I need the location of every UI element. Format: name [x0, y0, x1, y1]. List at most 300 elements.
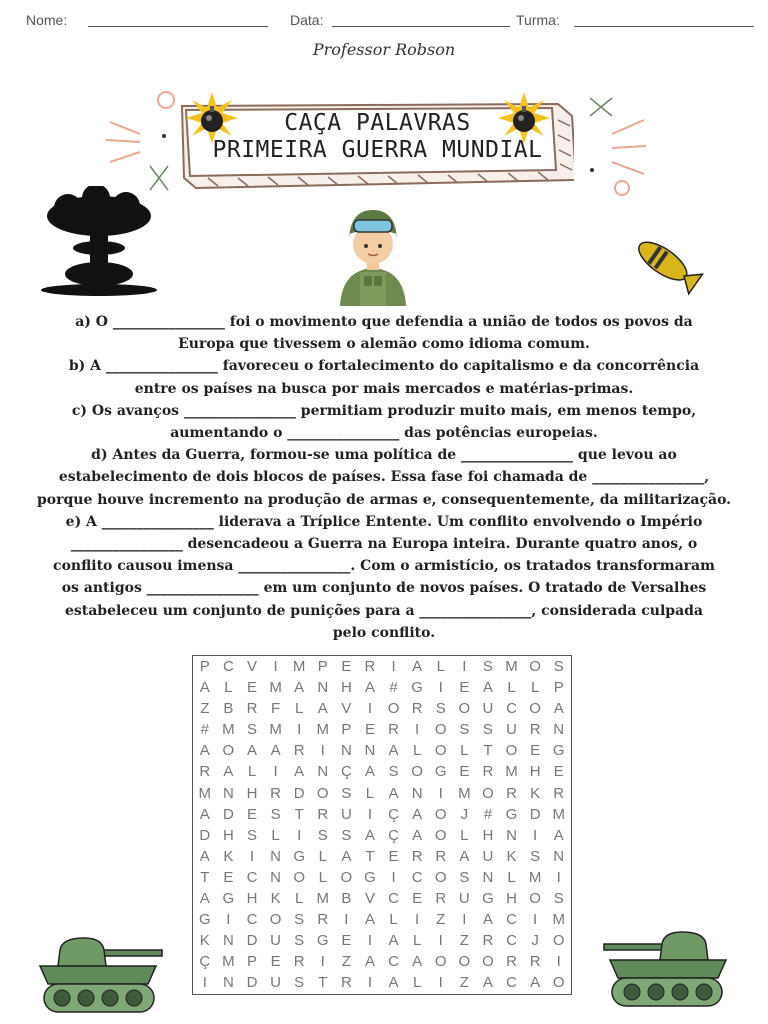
grid-cell[interactable]: J: [460, 805, 469, 823]
grid-cell[interactable]: A: [553, 700, 564, 718]
name-field-line[interactable]: [88, 26, 268, 27]
grid-cell[interactable]: A: [364, 826, 375, 844]
grid-cell[interactable]: M: [552, 805, 565, 823]
grid-cell[interactable]: H: [246, 784, 258, 802]
grid-cell[interactable]: L: [507, 679, 516, 697]
grid-cell[interactable]: U: [506, 721, 517, 739]
grid-cell[interactable]: I: [533, 911, 538, 929]
grid-cell[interactable]: N: [222, 932, 234, 950]
grid-cell[interactable]: S: [388, 763, 399, 781]
grid-cell[interactable]: A: [412, 953, 423, 971]
grid-cell[interactable]: R: [199, 763, 211, 781]
grid-cell[interactable]: L: [460, 742, 469, 760]
grid-cell[interactable]: O: [458, 700, 471, 718]
grid-cell[interactable]: O: [552, 932, 565, 950]
grid-cell[interactable]: S: [294, 911, 305, 929]
grid-cell[interactable]: H: [246, 890, 258, 908]
grid-cell[interactable]: S: [294, 932, 305, 950]
grid-cell[interactable]: L: [295, 890, 304, 908]
question-line: estabelecimento de dois blocos de países. Essa fase foi chamada de ________________,: [58, 469, 710, 486]
grid-cell[interactable]: A: [388, 974, 399, 992]
grid-cell[interactable]: O: [269, 911, 282, 929]
grid-cell[interactable]: P: [553, 679, 564, 697]
grid-cell[interactable]: H: [222, 826, 234, 844]
grid-cell[interactable]: F: [270, 700, 281, 718]
grid-cell[interactable]: G: [505, 805, 518, 823]
grid-row: [193, 972, 571, 993]
grid-cell[interactable]: S: [553, 658, 564, 675]
questions-text: [30, 311, 738, 644]
grid-cell[interactable]: L: [412, 974, 422, 992]
grid-cell[interactable]: U: [482, 700, 494, 718]
grid-cell[interactable]: S: [270, 805, 281, 823]
grid-cell[interactable]: R: [388, 721, 399, 739]
grid-row: [193, 761, 571, 782]
grid-cell[interactable]: M: [269, 679, 282, 697]
grid-cell[interactable]: P: [199, 658, 210, 675]
grid-cell[interactable]: I: [462, 911, 467, 929]
grid-row: [193, 867, 571, 888]
soldier-icon: [336, 206, 410, 306]
date-field-line[interactable]: [332, 26, 510, 27]
grid-cell[interactable]: L: [224, 679, 233, 697]
grid-cell[interactable]: E: [530, 742, 541, 760]
grid-cell[interactable]: C: [246, 868, 258, 886]
grid-cell[interactable]: C: [246, 911, 258, 929]
grid-cell[interactable]: I: [273, 658, 278, 675]
grid-cell[interactable]: D: [246, 932, 258, 950]
grid-cell[interactable]: E: [223, 868, 234, 886]
grid-cell[interactable]: I: [320, 953, 325, 971]
grid-cell[interactable]: D: [529, 805, 541, 823]
grid-cell[interactable]: G: [222, 890, 235, 908]
grid-cell[interactable]: O: [316, 784, 329, 802]
grid-cell[interactable]: T: [294, 805, 304, 823]
grid-cell[interactable]: A: [364, 679, 375, 697]
grid-cell[interactable]: O: [482, 953, 494, 971]
grid-cell[interactable]: R: [506, 953, 517, 971]
grid-cell[interactable]: P: [341, 721, 352, 739]
grid-cell[interactable]: I: [462, 658, 467, 675]
grid-cell[interactable]: Ç: [388, 805, 399, 823]
question-line: pelo conflito.: [332, 624, 436, 641]
grid-cell[interactable]: Z: [200, 700, 210, 718]
grid-cell[interactable]: H: [506, 890, 517, 908]
grid-cell[interactable]: K: [506, 847, 517, 865]
grid-cell[interactable]: R: [270, 784, 281, 802]
grid-cell[interactable]: E: [412, 890, 423, 908]
grid-cell[interactable]: N: [222, 784, 234, 802]
question-line: aumentando o ________________ das potências europeias.: [170, 425, 598, 442]
grid-cell[interactable]: I: [367, 974, 373, 992]
question-line: Europa que tivessem o alemão como idioma comum.: [178, 336, 590, 353]
grid-cell[interactable]: N: [553, 721, 565, 739]
grid-row: [193, 930, 571, 951]
grid-cell[interactable]: R: [246, 700, 258, 718]
grid-cell[interactable]: U: [340, 805, 352, 823]
grid-cell[interactable]: K: [199, 932, 210, 950]
grid-cell[interactable]: E: [246, 679, 257, 697]
grid-cell[interactable]: G: [411, 679, 423, 697]
grid-row: [193, 951, 571, 972]
question-line: conflito causou imensa ________________. Com o armistício, os tratados transformaram: [53, 558, 715, 575]
grid-cell[interactable]: M: [528, 868, 542, 886]
question-line: b) A ________________ favoreceu o fortalecimento do capitalismo e da concorrência: [68, 358, 700, 375]
grid-cell[interactable]: Z: [459, 932, 469, 950]
grid-cell[interactable]: S: [482, 658, 493, 675]
grid-cell[interactable]: N: [364, 742, 376, 760]
grid-cell[interactable]: M: [222, 953, 235, 971]
grid-cell[interactable]: G: [198, 911, 211, 929]
grid-cell[interactable]: Z: [341, 953, 351, 971]
grid-cell[interactable]: A: [199, 742, 210, 760]
grid-cell[interactable]: L: [460, 826, 469, 844]
grid-cell[interactable]: S: [435, 700, 446, 718]
grid-cell[interactable]: U: [270, 932, 281, 950]
grid-cell[interactable]: A: [482, 974, 493, 992]
tank-icon: [600, 930, 730, 1014]
grid-cell[interactable]: S: [530, 847, 541, 865]
grid-cell[interactable]: O: [340, 868, 353, 886]
grid-cell[interactable]: N: [506, 826, 517, 844]
grid-cell[interactable]: S: [482, 721, 493, 739]
grid-cell[interactable]: R: [411, 847, 423, 865]
grid-cell[interactable]: R: [529, 953, 541, 971]
grid-cell[interactable]: A: [364, 911, 375, 929]
grid-cell[interactable]: I: [438, 932, 443, 950]
grid-cell[interactable]: L: [412, 742, 422, 760]
grid-row: [193, 909, 571, 930]
grid-cell[interactable]: #: [483, 805, 493, 823]
grid-cell[interactable]: G: [482, 890, 494, 908]
question-line: c) Os avanços ________________ permitiam produzir muito mais, em menos tempo,: [71, 402, 697, 419]
grid-cell[interactable]: R: [482, 932, 494, 950]
grid-cell[interactable]: I: [367, 805, 373, 823]
grid-cell[interactable]: O: [458, 953, 471, 971]
grid-cell[interactable]: A: [459, 847, 470, 865]
grid-cell[interactable]: I: [391, 868, 396, 886]
missile-icon: [626, 234, 706, 300]
grid-cell[interactable]: R: [317, 911, 329, 929]
grid-cell[interactable]: A: [412, 826, 423, 844]
grid-cell[interactable]: N: [411, 784, 423, 802]
grid-cell[interactable]: O: [434, 868, 447, 886]
grid-cell[interactable]: I: [273, 763, 278, 781]
grid-cell[interactable]: A: [246, 742, 257, 760]
grid-cell[interactable]: N: [270, 868, 281, 886]
grid-cell[interactable]: L: [365, 784, 375, 802]
grid-cell[interactable]: U: [270, 974, 281, 992]
grid-cell[interactable]: T: [365, 847, 375, 865]
title-line-1: CAÇA PALAVRAS: [284, 110, 471, 136]
grid-cell[interactable]: D: [293, 784, 305, 802]
grid-cell[interactable]: A: [270, 742, 281, 760]
grid-cell[interactable]: Z: [436, 911, 446, 929]
grid-cell[interactable]: S: [553, 890, 564, 908]
grid-cell[interactable]: M: [269, 721, 282, 739]
grid-cell[interactable]: O: [222, 742, 235, 760]
grid-cell[interactable]: I: [367, 700, 373, 718]
grid-cell[interactable]: M: [505, 763, 518, 781]
grid-cell[interactable]: A: [317, 700, 328, 718]
grid-cell[interactable]: E: [364, 721, 375, 739]
grid-cell[interactable]: M: [292, 658, 306, 675]
grid-cell[interactable]: M: [505, 658, 518, 675]
grid-cell[interactable]: I: [297, 721, 302, 739]
date-label: Data:: [290, 12, 324, 28]
grid-cell[interactable]: K: [223, 847, 234, 865]
grid-cell[interactable]: L: [247, 763, 257, 781]
grid-cell[interactable]: A: [482, 911, 493, 929]
grid-cell[interactable]: H: [340, 679, 352, 697]
grid-cell[interactable]: I: [344, 911, 349, 929]
grid-cell[interactable]: D: [199, 826, 211, 844]
grid-cell[interactable]: E: [341, 932, 352, 950]
grid-cell[interactable]: I: [415, 721, 420, 739]
grid-cell[interactable]: S: [459, 868, 470, 886]
question-line: ________________ desencadeou a Guerra na Europa inteira. Durante quatro anos, o: [70, 536, 698, 553]
grid-cell[interactable]: L: [295, 700, 304, 718]
grid-cell[interactable]: A: [294, 763, 305, 781]
question-line: d) Antes da Guerra, formou-se uma política de ________________ que levou ao: [91, 447, 677, 464]
grid-cell[interactable]: A: [388, 742, 399, 760]
grid-cell[interactable]: #: [200, 721, 209, 739]
grid-cell[interactable]: A: [412, 805, 423, 823]
grid-cell[interactable]: A: [199, 847, 210, 865]
grid-cell[interactable]: M: [198, 784, 212, 802]
grid-cell[interactable]: S: [246, 721, 257, 739]
bomb-icon: [186, 92, 238, 144]
grid-cell[interactable]: G: [364, 868, 376, 886]
grid-cell[interactable]: M: [458, 784, 471, 802]
grid-cell[interactable]: L: [271, 826, 280, 844]
grid-cell[interactable]: I: [297, 826, 302, 844]
grid-cell[interactable]: I: [249, 847, 255, 865]
class-label: Turma:: [516, 12, 560, 28]
grid-cell[interactable]: I: [556, 868, 561, 886]
grid-cell[interactable]: C: [388, 890, 399, 908]
question-line: estabeleceu um conjunto de punições para a ________________, considerada culpada: [64, 602, 704, 619]
grid-row: [193, 698, 571, 719]
grid-cell[interactable]: A: [364, 953, 375, 971]
grid-cell[interactable]: R: [411, 700, 423, 718]
grid-cell[interactable]: N: [482, 868, 494, 886]
grid-cell[interactable]: N: [317, 679, 329, 697]
grid-cell[interactable]: I: [202, 974, 207, 992]
grid-cell[interactable]: D: [222, 805, 234, 823]
grid-cell[interactable]: #: [389, 679, 398, 697]
title-line-2: PRIMEIRA GUERRA MUNDIAL: [212, 137, 543, 163]
grid-cell[interactable]: I: [556, 953, 561, 971]
grid-cell[interactable]: A: [412, 658, 423, 675]
grid-cell[interactable]: M: [552, 911, 565, 929]
grid-cell[interactable]: O: [505, 742, 518, 760]
grid-row: [193, 656, 571, 677]
grid-cell[interactable]: O: [387, 700, 400, 718]
grid-cell[interactable]: I: [438, 679, 443, 697]
grid-cell[interactable]: E: [459, 679, 470, 697]
grid-cell[interactable]: Z: [459, 974, 469, 992]
grid-cell[interactable]: E: [459, 763, 470, 781]
grid-cell[interactable]: O: [434, 721, 447, 739]
grid-cell[interactable]: N: [222, 974, 234, 992]
grid-cell[interactable]: R: [435, 847, 447, 865]
grid-cell[interactable]: A: [482, 679, 493, 697]
grid-cell[interactable]: I: [391, 658, 396, 675]
grid-cell[interactable]: T: [318, 974, 328, 992]
grid-cell[interactable]: S: [459, 721, 470, 739]
question-line: os antigos ________________ em um conjunto de novos países. O tratado de Versalhes: [61, 580, 707, 597]
grid-cell[interactable]: R: [364, 658, 376, 675]
grid-cell[interactable]: J: [531, 932, 539, 950]
grid-cell[interactable]: E: [341, 658, 352, 675]
grid-cell[interactable]: Ç: [388, 826, 399, 844]
grid-cell[interactable]: R: [293, 953, 305, 971]
grid-cell[interactable]: I: [226, 911, 231, 929]
question-line: e) A ________________ liderava a Tríplice Entente. Um conflito envolvendo o Império: [65, 513, 703, 530]
grid-cell[interactable]: O: [434, 805, 447, 823]
doodle-right: [582, 90, 652, 200]
grid-cell[interactable]: O: [552, 974, 565, 992]
grid-cell[interactable]: O: [482, 784, 494, 802]
grid-cell[interactable]: C: [222, 658, 234, 675]
grid-cell[interactable]: R: [435, 890, 447, 908]
grid-cell[interactable]: S: [246, 826, 257, 844]
grid-cell[interactable]: G: [293, 847, 305, 865]
grid-cell[interactable]: C: [411, 868, 423, 886]
grid-cell[interactable]: K: [530, 784, 541, 802]
mushroom-cloud-icon: [38, 186, 160, 298]
grid-cell[interactable]: I: [533, 826, 538, 844]
grid-cell[interactable]: Ç: [340, 763, 352, 781]
grid-cell[interactable]: E: [246, 805, 257, 823]
grid-cell[interactable]: T: [200, 868, 210, 886]
grid-cell[interactable]: S: [294, 974, 305, 992]
grid-cell[interactable]: E: [270, 953, 281, 971]
grid-cell[interactable]: A: [341, 847, 352, 865]
grid-cell[interactable]: R: [553, 784, 565, 802]
grid-cell[interactable]: C: [506, 911, 517, 929]
grid-cell[interactable]: A: [199, 679, 210, 697]
grid-cell[interactable]: A: [223, 763, 234, 781]
grid-cell[interactable]: I: [438, 784, 443, 802]
grid-cell[interactable]: R: [340, 974, 352, 992]
grid-cell[interactable]: P: [246, 953, 257, 971]
grid-cell[interactable]: Ç: [199, 953, 211, 971]
grid-cell[interactable]: L: [389, 911, 398, 929]
grid-cell[interactable]: N: [553, 847, 565, 865]
grid-cell[interactable]: A: [199, 805, 210, 823]
grid-cell[interactable]: H: [529, 763, 541, 781]
grid-cell[interactable]: C: [388, 953, 399, 971]
name-label: Nome:: [26, 12, 68, 28]
grid-cell[interactable]: L: [436, 658, 445, 675]
grid-cell[interactable]: K: [270, 890, 281, 908]
grid-cell[interactable]: A: [294, 679, 305, 697]
grid-cell[interactable]: V: [341, 700, 352, 718]
grid-row: [193, 719, 571, 740]
grid-cell[interactable]: L: [318, 847, 327, 865]
grid-cell[interactable]: C: [506, 974, 517, 992]
grid-cell[interactable]: L: [318, 868, 327, 886]
grid-row: [193, 888, 571, 909]
grid-cell[interactable]: E: [388, 847, 399, 865]
grid-cell[interactable]: N: [340, 742, 352, 760]
grid-cell[interactable]: B: [223, 700, 234, 718]
grid-cell[interactable]: A: [199, 890, 210, 908]
grid-cell[interactable]: I: [438, 974, 443, 992]
grid-cell[interactable]: A: [364, 763, 375, 781]
tank-icon: [36, 936, 166, 1020]
grid-cell[interactable]: S: [341, 784, 352, 802]
grid-cell[interactable]: G: [316, 932, 329, 950]
grid-cell[interactable]: V: [246, 658, 257, 675]
grid-cell[interactable]: O: [529, 890, 541, 908]
grid-cell[interactable]: H: [482, 826, 494, 844]
grid-cell[interactable]: R: [529, 721, 541, 739]
grid-cell[interactable]: C: [506, 932, 517, 950]
grid-cell[interactable]: O: [529, 700, 541, 718]
grid-cell[interactable]: A: [553, 826, 564, 844]
grid-cell[interactable]: C: [506, 700, 517, 718]
bomb-icon: [498, 92, 550, 144]
grid-cell[interactable]: L: [412, 932, 422, 950]
grid-cell[interactable]: T: [483, 742, 493, 760]
grid-cell[interactable]: U: [458, 890, 470, 908]
teacher-name: Professor Robson: [312, 40, 456, 59]
grid-cell[interactable]: M: [316, 890, 330, 908]
grid-cell[interactable]: O: [434, 826, 447, 844]
grid-cell[interactable]: A: [388, 784, 399, 802]
grid-cell[interactable]: M: [222, 721, 235, 739]
grid-cell[interactable]: R: [482, 763, 494, 781]
grid-cell[interactable]: I: [415, 911, 420, 929]
question-line: entre os países na busca por mais mercados e matérias-primas.: [134, 380, 634, 397]
question-line: porque houve incremento na produção de armas e, consequentemente, da militarização.: [36, 491, 732, 508]
grid-cell[interactable]: O: [434, 953, 447, 971]
grid-cell[interactable]: G: [552, 742, 565, 760]
grid-cell[interactable]: A: [388, 932, 399, 950]
grid-cell[interactable]: R: [293, 742, 305, 760]
grid-cell[interactable]: N: [270, 847, 281, 865]
grid-cell[interactable]: E: [553, 763, 564, 781]
grid-cell[interactable]: R: [317, 805, 329, 823]
grid-cell[interactable]: O: [434, 742, 447, 760]
grid-cell[interactable]: I: [367, 932, 373, 950]
grid-cell[interactable]: B: [341, 890, 352, 908]
grid-cell[interactable]: N: [317, 763, 329, 781]
question-line: a) O ________________ foi o movimento que defendia a união de todos os povos da: [75, 314, 693, 330]
grid-cell[interactable]: O: [293, 868, 305, 886]
grid-cell[interactable]: O: [529, 658, 541, 675]
grid-cell[interactable]: A: [530, 974, 541, 992]
grid-cell[interactable]: S: [341, 826, 352, 844]
grid-cell[interactable]: U: [482, 847, 494, 865]
grid-cell[interactable]: R: [506, 784, 517, 802]
word-search-grid[interactable]: [192, 655, 572, 995]
grid-cell[interactable]: V: [364, 890, 375, 908]
grid-cell[interactable]: I: [320, 742, 325, 760]
grid-cell[interactable]: M: [316, 721, 330, 739]
grid-cell[interactable]: S: [317, 826, 328, 844]
grid-cell[interactable]: L: [530, 679, 540, 697]
class-field-line[interactable]: [574, 26, 754, 27]
grid-cell[interactable]: D: [246, 974, 258, 992]
grid-cell[interactable]: O: [411, 763, 423, 781]
grid-cell[interactable]: P: [317, 658, 328, 675]
grid-cell[interactable]: G: [434, 763, 447, 781]
grid-cell[interactable]: L: [507, 868, 516, 886]
